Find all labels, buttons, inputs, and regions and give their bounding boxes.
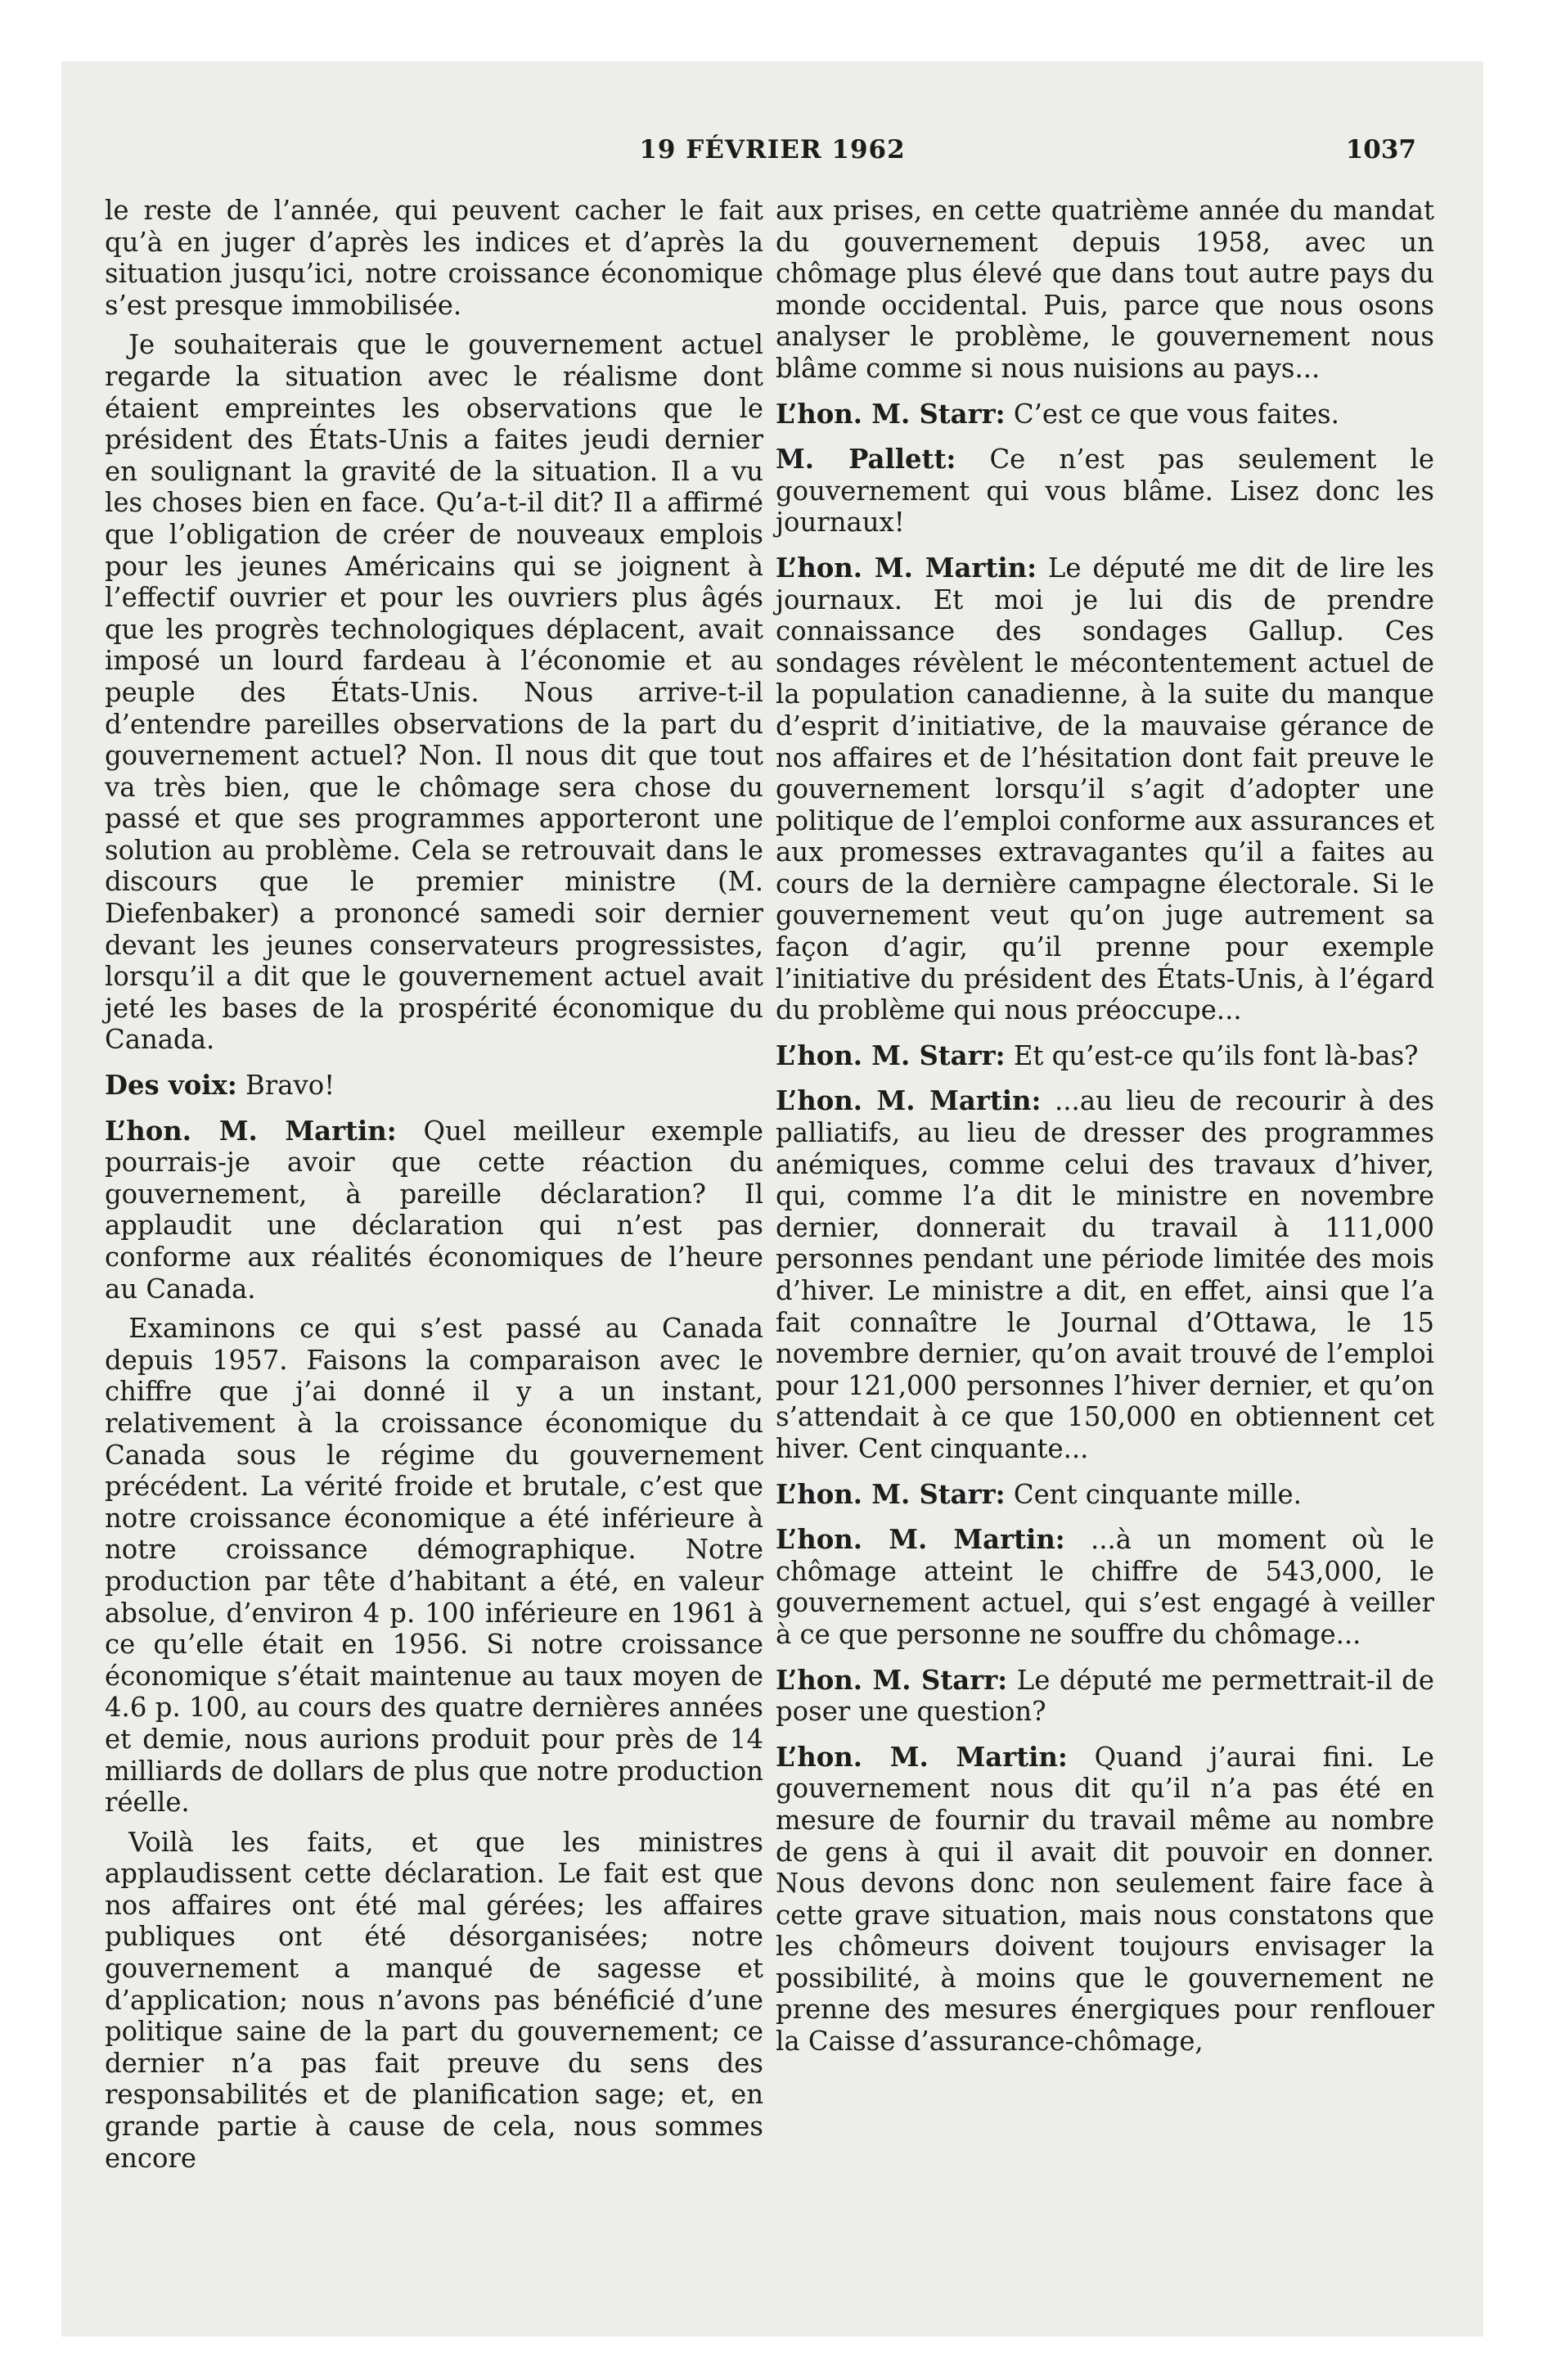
speaker-name: M. Pallett:	[776, 444, 956, 476]
speech-paragraph	[776, 1085, 1434, 1464]
paragraph-text: Cent cinquante mille.	[1013, 1478, 1302, 1510]
text-paragraph	[105, 1827, 763, 2175]
paragraph-text: Voilà les faits, et que les ministres applaudissent cette déclaration. Le fait est que nos affaires ont été mal gérées; les affaires publiques ont été désorganisées; notre gouvernement a manqué de sagesse et d’application; nous n’avons pas bénéficié d’une politique saine de la part du gouvernement; ce dernier n’a pas fait preuve du sens des responsabilités et de planification sage; et, en grande partie à cause de cela, nous sommes encore	[105, 1826, 763, 2174]
speech-paragraph	[105, 1116, 763, 1305]
speech-paragraph	[776, 1479, 1434, 1511]
page-number: 1037	[1345, 135, 1416, 165]
paragraph-text: Le député me dit de lire les journaux. Et moi je lui dis de prendre connaissance des sondages Gallup. Ces sondages révèlent le mécontentement actuel de la population canadienne, à la suite du manque d’esprit d’initiative, de la mauvaise gérance de nos affaires et de l’hésitation dont fait preuve le gouvernement lorsqu’il s’agit d’adopter une politique de l’emploi conforme aux assurances et aux promesses extravagantes qu’il a faites au cours de la dernière campagne électorale. Si le gouvernement veut qu’on juge autrement sa façon d’agir, qu’il prenne pour exemple l’initiative du président des États-Unis, à l’égard du problème qui nous préoccupe...	[776, 552, 1434, 1026]
speaker-name: L’hon. M. Martin:	[776, 1741, 1068, 1773]
speaker-name: L’hon. M. Martin:	[776, 1524, 1065, 1556]
paragraph-text: Et qu’est-ce qu’ils font là-bas?	[1013, 1039, 1419, 1071]
speech-paragraph	[776, 552, 1434, 1026]
speaker-name: L’hon. M. Martin:	[776, 552, 1037, 584]
paragraph-text: C’est ce que vous faites.	[1013, 398, 1339, 430]
text-paragraph	[105, 329, 763, 1056]
speech-paragraph	[776, 1040, 1434, 1072]
paragraph-text: Le député me permettrait-il de poser une question?	[776, 1664, 1434, 1728]
paragraph-text: Quel meilleur exemple pourrais-je avoir que cette réaction du gouvernement, à pareille déclaration? Il applaudit une déclaration qui n’est pas conforme aux réalités économiques de l’heure au Canada.	[105, 1115, 763, 1305]
speech-paragraph	[776, 1524, 1434, 1650]
page-header	[61, 123, 1483, 172]
speaker-name: L’hon. M. Starr:	[776, 398, 1006, 430]
speech-paragraph	[105, 1070, 763, 1102]
paragraph-text: Bravo!	[245, 1070, 335, 1102]
speech-paragraph	[776, 444, 1434, 539]
paragraph-text: ...à un moment où le chômage atteint le chiffre de 543,000, le gouvernement actuel, qui s’est engagé à veiller à ce que personne ne souffre du chômage...	[776, 1524, 1434, 1650]
text-paragraph	[105, 1313, 763, 1819]
speech-paragraph	[776, 1665, 1434, 1728]
paragraph-text: Je souhaiterais que le gouvernement actuel regarde la situation avec le réalisme dont étaient empreintes les observations que le président des États-Unis a faites jeudi dernier en soulignant la gravité de la situation. Il a vu les choses bien en face. Qu’a-t-il dit? Il a affirmé que l’obligation de créer de nouveaux emplois pour les jeunes Américains qui se joignent à l’effectif ouvrier et pour les ouvriers plus âgés que les progrès technologiques déplacent, avait imposé un lourd fardeau à l’économie et au peuple des États-Unis. Nous arrive-t-il d’entendre pareilles observations de la part du gouvernement actuel? Non. Il nous dit que tout va très bien, que le chômage sera chose du passé et que ses programmes apporteront une solution au problème. Cela se retrouvait dans le discours que le premier ministre (M. Diefenbaker) a prononcé samedi soir dernier devant les jeunes conservateurs progressistes, lorsqu’il a dit que le gouvernement actuel avait jeté les bases de la prospérité économique du Canada.	[105, 329, 763, 1056]
paragraph-text: ...au lieu de recourir à des palliatifs, au lieu de dresser des programmes anémiques, comme celui des travaux d’hiver, qui, comme l’a dit le ministre en novembre dernier, donnerait du travail à 111,000 personnes pendant une période limitée des mois d’hiver. Le ministre a dit, en effet, ainsi que l’a fait connaître le Journal d’Ottawa, le 15 novembre dernier, qu’on avait trouvé de l’emploi pour 121,000 personnes l’hiver dernier, et qu’on s’attendait à ce que 150,000 en obtiennent cet hiver. Cent cinquante...	[776, 1085, 1434, 1464]
paragraph-text: Ce n’est pas seulement le gouvernement qui vous blâme. Lisez donc les journaux!	[776, 444, 1434, 539]
speaker-name: L’hon. M. Starr:	[776, 1478, 1006, 1510]
speaker-name: L’hon. M. Starr:	[776, 1039, 1006, 1071]
left-column	[105, 195, 763, 2182]
paragraph-text: Examinons ce qui s’est passé au Canada depuis 1957. Faisons la comparaison avec le chiffre que j’ai donné il y a un instant, relativement à la croissance économique du Canada sous le régime du gouvernement précédent. La vérité froide et brutale, c’est que notre croissance économique a été inférieure à notre croissance démographique. Notre production par tête d’habitant a été, en valeur absolue, d’environ 4 p. 100 inférieure en 1961 à ce qu’elle était en 1956. Si notre croissance économique s’était maintenue au taux moyen de 4.6 p. 100, au cours des quatre dernières années et demie, nous aurions produit pour près de 14 milliards de dollars de plus que notre production réelle.	[105, 1313, 763, 1819]
right-column	[776, 195, 1434, 2066]
speaker-name: L’hon. M. Martin:	[776, 1085, 1042, 1117]
paragraph-text: Quand j’aurai fini. Le gouvernement nous dit qu’il n’a pas été en mesure de fournir du travail même au nombre de gens à qui il avait dit pouvoir en donner. Nous devons donc non seulement faire face à cette grave situation, mais nous constatons que les chômeurs doivent toujours envisager la possibilité, à moins que le gouvernement ne prenne des mesures énergiques pour renflouer la Caisse d’assurance-chômage,	[776, 1741, 1434, 2058]
page-date: 19 FÉVRIER 1962	[639, 135, 906, 165]
speech-paragraph	[776, 399, 1434, 430]
speaker-name: Des voix:	[105, 1070, 237, 1102]
speaker-name: L’hon. M. Starr:	[776, 1664, 1008, 1696]
text-paragraph	[776, 195, 1434, 385]
paragraph-text: le reste de l’année, qui peuvent cacher le fait qu’à en juger d’après les indices et d’après la situation jusqu’ici, notre croissance économique s’est presque immobilisée.	[105, 195, 763, 321]
speech-paragraph	[776, 1742, 1434, 2058]
text-paragraph	[105, 195, 763, 321]
paragraph-text: aux prises, en cette quatrième année du mandat du gouvernement depuis 1958, avec un chômage plus élevé que dans tout autre pays du monde occidental. Puis, parce que nous osons analyser le problème, le gouvernement nous blâme comme si nous nuisions au pays...	[776, 195, 1434, 384]
speaker-name: L’hon. M. Martin:	[105, 1115, 397, 1147]
